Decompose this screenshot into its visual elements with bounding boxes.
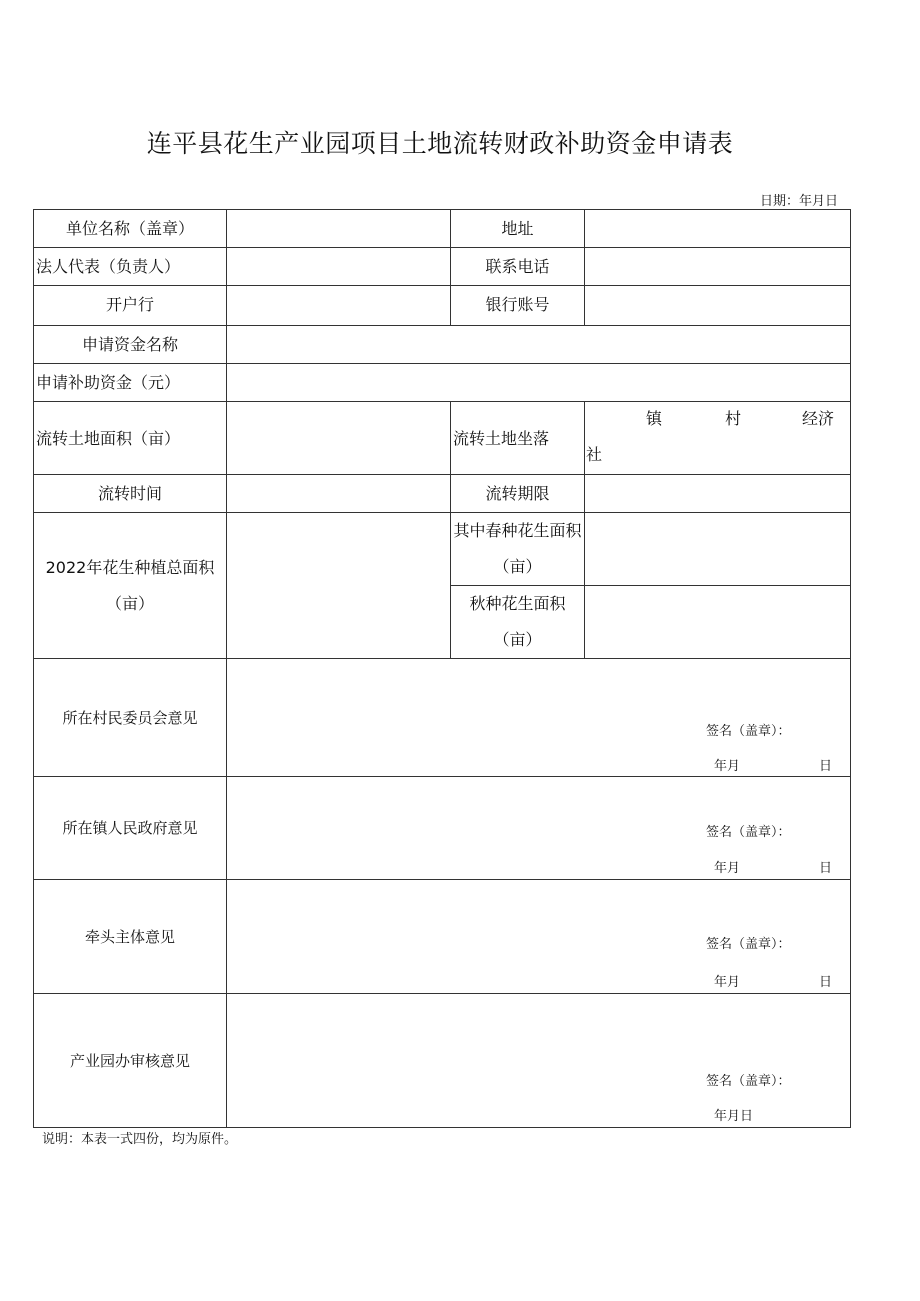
year-month-label: 年月日	[714, 1109, 754, 1124]
opinion-label	[34, 880, 227, 994]
peanut-total-label: 2022年花生种植总面积（亩）	[34, 513, 227, 659]
village-opinion-field[interactable]	[227, 659, 851, 777]
address-label: 地址	[451, 210, 585, 248]
date-label: 日期：年月日	[760, 194, 839, 209]
unit-name-label: 单位名称（盖章）	[34, 210, 227, 248]
year-month-label: 年月	[714, 975, 741, 990]
transfer-time-field[interactable]	[227, 475, 451, 513]
phone-label: 联系电话	[451, 248, 585, 286]
row-land	[34, 402, 851, 475]
fund-name-field[interactable]	[227, 326, 851, 364]
row-bank	[34, 286, 851, 326]
location-town: 镇	[646, 409, 663, 428]
sign-label: 签名（盖章）：	[706, 1074, 791, 1089]
lead-opinion-field[interactable]	[227, 880, 851, 994]
subsidy-amount-label: 申请补助资金（元）	[34, 364, 227, 402]
autumn-peanut-label: 秋种花生面积（亩）	[451, 586, 585, 659]
transfer-term-field[interactable]	[585, 475, 851, 513]
row-legal	[34, 248, 851, 286]
sign-label: 签名（盖章）：	[706, 825, 791, 840]
application-form-table	[33, 209, 851, 1128]
day-label: 日	[819, 759, 833, 774]
phone-field[interactable]	[585, 248, 851, 286]
row-subsidy	[34, 364, 851, 402]
location-village: 村	[725, 409, 742, 428]
transfer-time-label: 流转时间	[34, 475, 227, 513]
bank-label: 开户行	[34, 286, 227, 326]
fund-name-label: 申请资金名称	[34, 326, 227, 364]
spring-peanut-label: 其中春种花生面积（亩）	[451, 513, 585, 586]
land-location-field[interactable]	[585, 402, 851, 475]
autumn-peanut-field[interactable]	[585, 586, 851, 659]
bank-account-field[interactable]	[585, 286, 851, 326]
bank-field[interactable]	[227, 286, 451, 326]
row-village-opinion	[34, 659, 851, 777]
legal-rep-label: 法人代表（负责人）	[34, 248, 227, 286]
row-unit	[34, 210, 851, 248]
peanut-total-field[interactable]	[227, 513, 451, 659]
form-note: 说明：本表一式四份，均为原件。	[42, 1132, 238, 1147]
opinion-label	[34, 659, 227, 777]
transfer-term-label: 流转期限	[451, 475, 585, 513]
opinion-label	[34, 777, 227, 880]
opinion-label	[34, 994, 227, 1128]
park-opinion-field[interactable]	[227, 994, 851, 1128]
address-field[interactable]	[585, 210, 851, 248]
location-coop: 经济	[802, 409, 835, 428]
row-fund-name	[34, 326, 851, 364]
village-opinion-label: 所在村民委员会意见	[62, 708, 198, 727]
legal-rep-field[interactable]	[227, 248, 451, 286]
year-month-label: 年月	[714, 759, 741, 774]
row-lead-opinion	[34, 880, 851, 994]
row-park-opinion	[34, 994, 851, 1128]
day-label: 日	[819, 975, 833, 990]
town-opinion-label: 所在镇人民政府意见	[62, 819, 198, 837]
row-spring-peanut	[34, 513, 851, 586]
row-transfer	[34, 475, 851, 513]
form-title: 连平县花生产业园项目土地流转财政补助资金申请表	[146, 129, 734, 158]
subsidy-amount-field[interactable]	[227, 364, 851, 402]
land-area-field[interactable]	[227, 402, 451, 475]
park-opinion-label: 产业园办审核意见	[69, 1051, 190, 1070]
unit-name-field[interactable]	[227, 210, 451, 248]
town-opinion-field[interactable]	[227, 777, 851, 880]
land-location-label: 流转土地坐落	[451, 402, 585, 475]
location-she: 社	[586, 445, 603, 464]
sign-label: 签名（盖章）：	[706, 937, 791, 952]
sign-label: 签名（盖章）：	[706, 724, 791, 739]
spring-peanut-field[interactable]	[585, 513, 851, 586]
row-town-opinion	[34, 777, 851, 880]
lead-opinion-label: 牵头主体意见	[84, 927, 175, 946]
day-label: 日	[819, 861, 833, 876]
bank-account-label: 银行账号	[451, 286, 585, 326]
land-area-label: 流转土地面积（亩）	[34, 402, 227, 475]
year-month-label: 年月	[714, 861, 741, 876]
